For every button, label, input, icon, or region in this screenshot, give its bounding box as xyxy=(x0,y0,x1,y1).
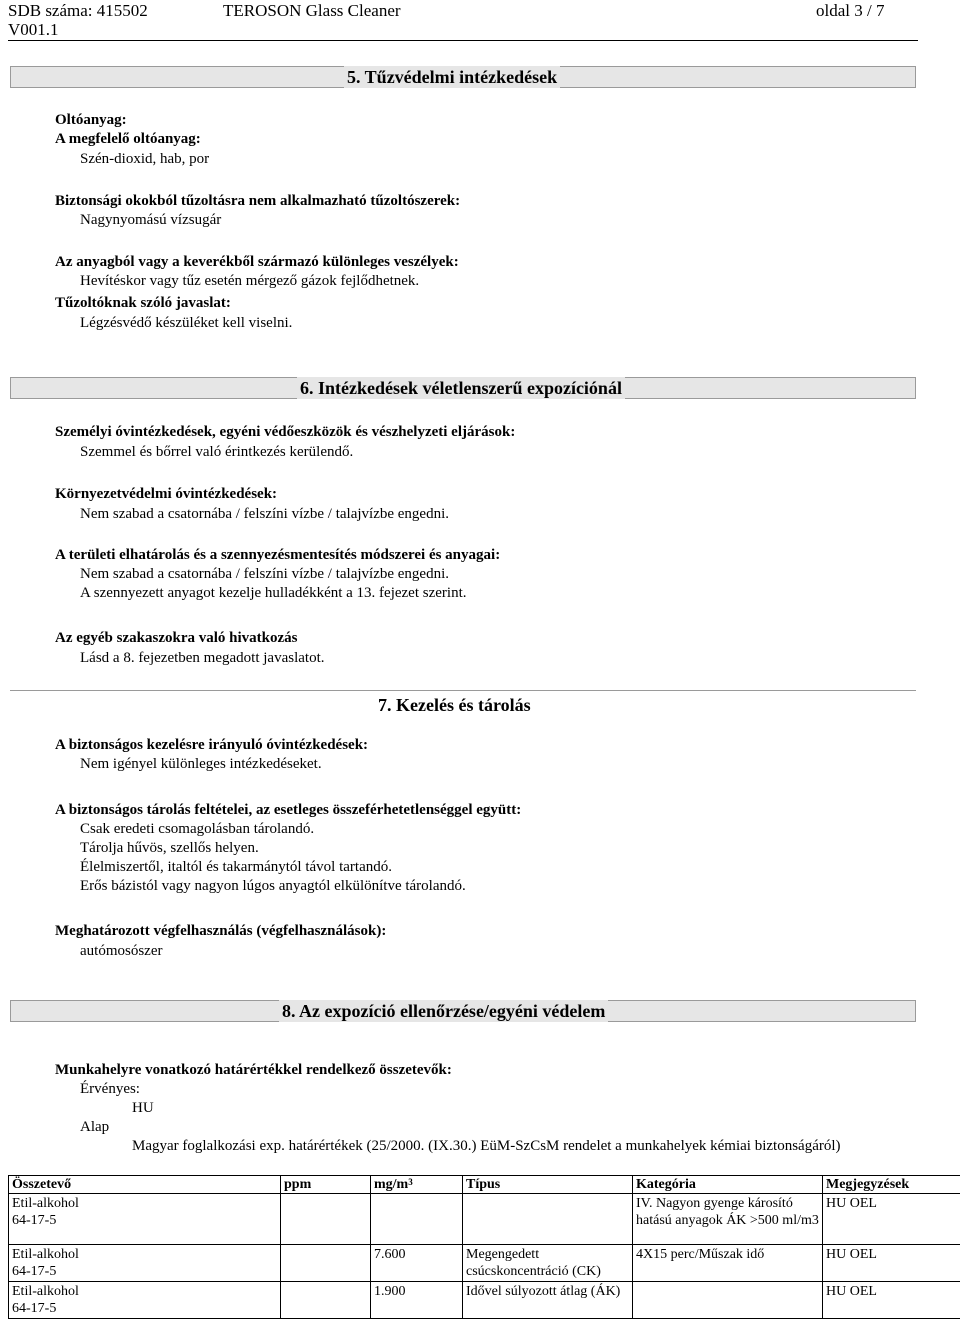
unsuitable-value: Nagynyomású vízsugár xyxy=(80,212,222,228)
containment-label: A területi elhatárolás és a szennyezésmentesítés módszerei és anyagai: xyxy=(55,547,501,563)
hazards-label: Az anyagból vagy a keverékből származó különleges veszélyek: xyxy=(55,254,459,270)
handling-value: Nem igényel különleges intézkedéseket. xyxy=(80,756,322,772)
component-name: Etil-alkohol xyxy=(12,1196,79,1211)
basis-value: Magyar foglalkozási exp. határértékek (25/2000. (IX.30.) EüM-SzCsM rendelet a munkahelyek kémiai biztonságáról) xyxy=(132,1138,841,1154)
cell-mgm3 xyxy=(371,1194,463,1245)
col-header-category: Kategória xyxy=(633,1176,823,1194)
cell-category: IV. Nagyon gyenge károsító hatású anyagok ÁK >500 ml/m3 xyxy=(633,1194,823,1245)
storage-value-1: Csak eredeti csomagolásban tárolandó. xyxy=(80,821,315,837)
cell-notes: HU OEL xyxy=(823,1282,960,1319)
suitable-label: A megfelelő oltóanyag: xyxy=(55,131,201,147)
section-8-title: 8. Az expozíció ellenőrzése/egyéni védelem xyxy=(279,1000,608,1022)
cell-component xyxy=(9,1194,281,1245)
unsuitable-label: Biztonsági okokból tűzoltásra nem alkalmazható tűzoltószerek: xyxy=(55,193,461,209)
cell-ppm xyxy=(281,1282,371,1319)
exposure-limits-table xyxy=(8,1175,960,1319)
cell-ppm xyxy=(281,1194,371,1245)
section-7-title: 7. Kezelés és tárolás xyxy=(378,695,531,715)
mgm3-exponent: 3 xyxy=(408,1177,413,1187)
section-6-title: 6. Intézkedések véletlenszerű expozíciónál xyxy=(297,377,625,399)
cell-notes: HU OEL xyxy=(823,1194,960,1245)
personal-precautions-value: Szemmel és bőrrel való érintkezés kerülendő. xyxy=(80,444,354,460)
valid-value: HU xyxy=(132,1100,154,1116)
page-number: oldal 3 / 7 xyxy=(816,1,885,20)
component-cas: 64-17-5 xyxy=(12,1213,57,1228)
reference-value: Lásd a 8. fejezetben megadott javaslatot. xyxy=(80,650,325,666)
product-name: TEROSON Glass Cleaner xyxy=(223,1,401,20)
firefighter-advice-label: Tűzoltóknak szóló javaslat: xyxy=(55,295,231,311)
table-header-row xyxy=(9,1176,960,1194)
cell-mgm3: 1.900 xyxy=(371,1282,463,1319)
hazards-value: Hevítéskor vagy tűz esetén mérgező gázok fejlődhetnek. xyxy=(80,273,420,289)
cell-notes: HU OEL xyxy=(823,1245,960,1282)
col-header-notes: Megjegyzések xyxy=(823,1176,960,1194)
storage-label: A biztonságos tárolás feltételei, az esetleges összeférhetetlenséggel együtt: xyxy=(55,802,522,818)
containment-value-1: Nem szabad a csatornába / felszíni vízbe / talajvízbe engedni. xyxy=(80,566,450,582)
suitable-value: Szén-dioxid, hab, por xyxy=(80,151,210,167)
cell-type xyxy=(463,1194,633,1245)
cell-category: 4X15 perc/Műszak idő xyxy=(633,1245,823,1282)
cell-component xyxy=(9,1282,281,1319)
env-precautions-label: Környezetvédelmi óvintézkedések: xyxy=(55,486,278,502)
cell-category xyxy=(633,1282,823,1319)
cell-component xyxy=(9,1245,281,1282)
version: V001.1 xyxy=(8,20,59,39)
end-use-value: autómosószer xyxy=(80,943,163,959)
table-row xyxy=(9,1194,960,1245)
storage-value-4: Erős bázistól vagy nagyon lúgos anyagtól elkülönítve tárolandó. xyxy=(80,878,466,894)
reference-label: Az egyéb szakaszokra való hivatkozás xyxy=(55,630,298,646)
cell-type: Megengedett csúcskoncentráció (CK) xyxy=(463,1245,633,1282)
extinguishing-heading: Oltóanyag: xyxy=(55,112,127,128)
section-7-rule xyxy=(10,690,916,691)
sdb-number: SDB száma: 415502 xyxy=(8,1,148,20)
header-rule xyxy=(8,40,918,41)
component-cas: 64-17-5 xyxy=(12,1264,57,1279)
containment-value-2: A szennyezett anyagot kezelje hulladékként a 13. fejezet szerint. xyxy=(80,585,467,601)
table-row xyxy=(9,1245,960,1282)
component-name: Etil-alkohol xyxy=(12,1284,79,1299)
cell-mgm3: 7.600 xyxy=(371,1245,463,1282)
table-row xyxy=(9,1282,960,1319)
component-name: Etil-alkohol xyxy=(12,1247,79,1262)
cell-type: Idővel súlyozott átlag (ÁK) xyxy=(463,1282,633,1319)
limits-label: Munkahelyre vonatkozó határértékkel rendelkező összetevők: xyxy=(55,1062,452,1078)
handling-label: A biztonságos kezelésre irányuló óvintézkedések: xyxy=(55,737,369,753)
firefighter-advice-value: Légzésvédő készüléket kell viselni. xyxy=(80,315,293,331)
col-header-type: Típus xyxy=(463,1176,633,1194)
storage-value-3: Élelmiszertől, italtól és takarmánytól távol tartandó. xyxy=(80,859,392,875)
personal-precautions-label: Személyi óvintézkedések, egyéni védőeszközök és vészhelyzeti eljárások: xyxy=(55,424,516,440)
col-header-component: Összetevő xyxy=(9,1176,281,1194)
basis-label: Alap xyxy=(80,1119,110,1135)
component-cas: 64-17-5 xyxy=(12,1301,57,1316)
col-header-ppm: ppm xyxy=(281,1176,371,1194)
valid-label: Érvényes: xyxy=(80,1081,140,1097)
cell-ppm xyxy=(281,1245,371,1282)
section-5-title: 5. Tűzvédelmi intézkedések xyxy=(344,66,560,88)
col-header-mgm3 xyxy=(371,1176,463,1194)
mgm3-unit: mg/m xyxy=(374,1177,409,1192)
env-precautions-value: Nem szabad a csatornába / felszíni vízbe / talajvízbe engedni. xyxy=(80,506,450,522)
storage-value-2: Tárolja hűvös, szellős helyen. xyxy=(80,840,259,856)
end-use-label: Meghatározott végfelhasználás (végfelhasználások): xyxy=(55,923,387,939)
